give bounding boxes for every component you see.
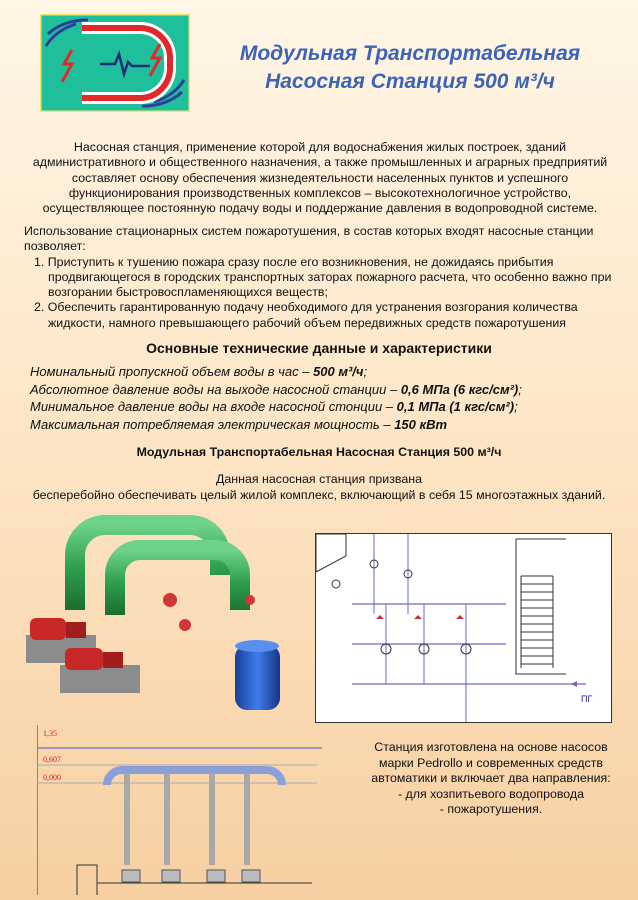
- usage-item: 2. Обеспечить гарантированную подачу необходимого для устранения возгорания количества жидкости, намного превышающего рабочий объем передвижных средств пожаротушения: [34, 300, 578, 330]
- spec-value: 150 кВт: [394, 416, 448, 432]
- hydraulic-schematic: [315, 533, 612, 723]
- company-logo: [40, 14, 190, 112]
- station-title: Модульная Транспортабельная Насосная Станция 500 м³/ч: [136, 445, 502, 459]
- specs-list: [30, 363, 620, 433]
- usage-section: [24, 224, 619, 331]
- schematic-drawing: [316, 534, 611, 722]
- spec-value: 0,6 МПа (6 кгс/см²): [400, 381, 519, 397]
- station-3d-render: [20, 500, 315, 725]
- spec-value: 0,1 МПа (1 кгс/см²): [396, 399, 515, 414]
- title-line-1: Модульная Транспортабельная: [239, 42, 581, 65]
- level-label: 0,607: [43, 755, 61, 764]
- level-label: 1,35: [43, 729, 57, 738]
- elevation-lines: [37, 725, 327, 895]
- usage-item: 1. Приступить к тушению пожара сразу после его возникновения, не дожидаясь прибытия продвигающегося в городских транспортных заторах пожарного расчета, что особенно важно при возгорании быстровоспламеняющихся веществ;: [34, 254, 612, 300]
- title-line-2: Насосная Станция 500 м³/ч: [265, 70, 555, 93]
- spec-row: Номинальный пропускной объем воды в час – 500 м³/ч;: [30, 364, 368, 379]
- usage-lead: Использование стационарных систем пожаротушения, в состав которых входят насосные станции позволяет:: [24, 224, 594, 254]
- spec-value: 500 м³/ч: [313, 364, 364, 379]
- spec-row: Минимальное давление воды на входе насосной стонции – 0,1 МПа (1 кгс/см²);: [30, 399, 518, 414]
- manufacturing-note: Станция изготовлена на основе насосов марки Pedrollo и современных средств автоматики и включает два направления: - для хозпитьевого водопровода - пожаротушения.: [371, 740, 611, 816]
- spec-row: Максимальная потребляемая электрическая мощность – 150 кВт: [30, 416, 448, 432]
- specs-heading: Основные технические данные и характеристики: [146, 340, 492, 356]
- intro-paragraph: Насосная станция, применение которой для водоснабжения жилых построек, зданий административного и общественного назначения, а также промышленных и аграрных предприятий составляет основу обеспечения жизнедеятельности населенных пунктов и успешного функционирования производственных комплексов – высокотехнологичное устройство, осуществляющее постоянную подачу воды и поддержание давления в водопроводной системе.: [32, 140, 608, 216]
- level-label: 0,000: [43, 773, 61, 782]
- page-title: [195, 40, 625, 96]
- elevation-drawing: [37, 725, 327, 895]
- purpose-text: Данная насосная станция призвана бесперебойно обеспечивать целый жилой комплекс, включающий в себя 15 многоэтажных зданий.: [32, 472, 606, 502]
- pg-label: ПГ: [581, 694, 593, 704]
- spec-row: Абсолютное давление воды на выходе насосной станции – 0,6 МПа (6 кгс/см²);: [30, 381, 522, 397]
